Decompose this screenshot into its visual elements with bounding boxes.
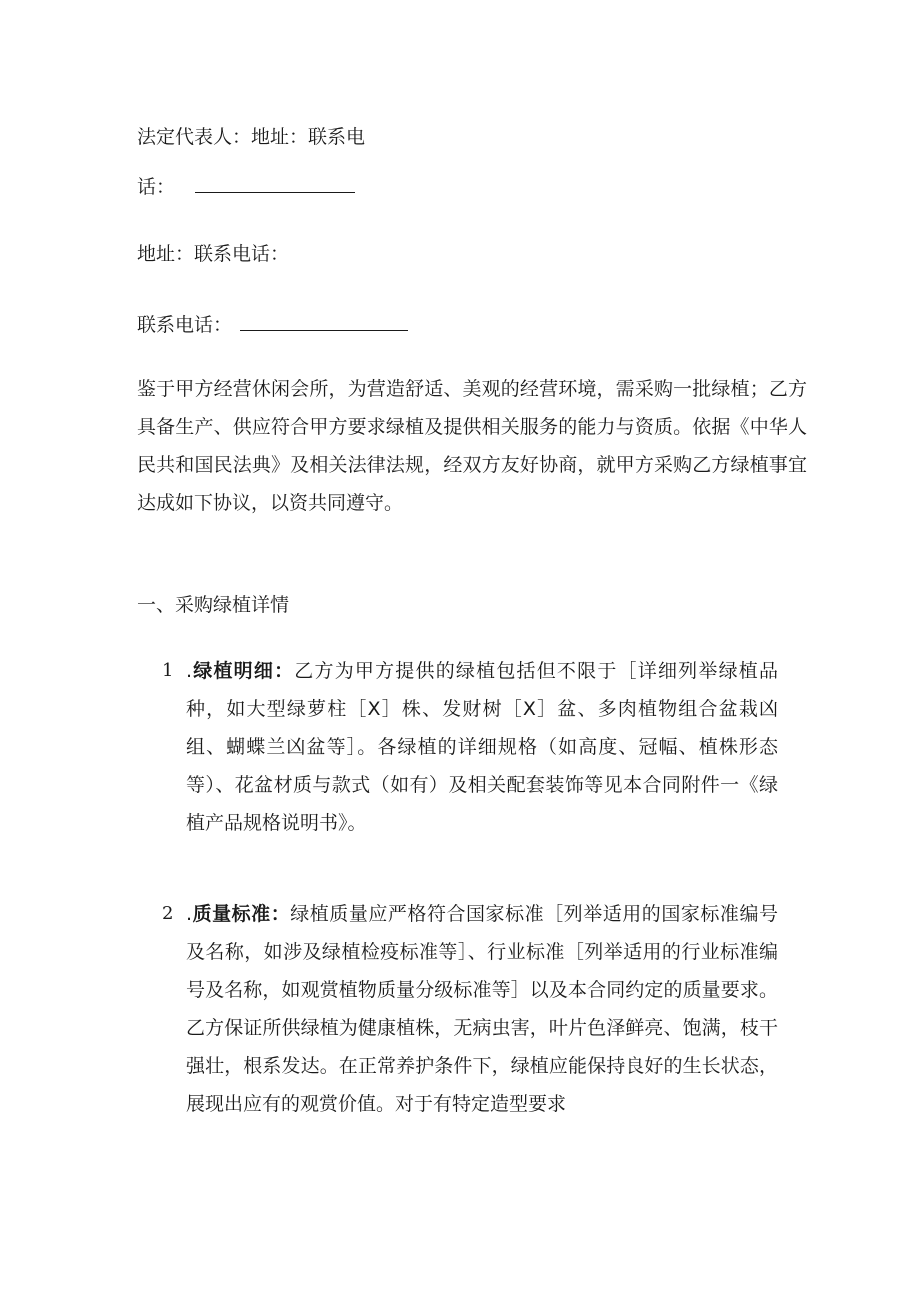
item-2-dot: . (186, 903, 193, 925)
contact-phone-line (137, 312, 408, 337)
item-2-body (186, 895, 778, 1123)
item-1-dot: . (186, 660, 193, 682)
item-2-term: 质量标准： (192, 903, 291, 925)
item-2-number: 2 (162, 903, 174, 924)
phone-line (137, 174, 355, 199)
item-1-text: 乙方为甲方提供的绿植包括但不限于［详细列举绿植品种，如大型绿萝柱［X］株、发财树［X］盆、多肉植物组合盆栽凶组、蝴蝶兰凶盆等］。各绿植的详细规格（如高度、冠幅、植株形态等）、花盆材质与款式（如有）及相关配套装饰等见本合同附件一《绿植产品规格说明书》。 (186, 660, 778, 834)
phone-label: 话： (137, 176, 176, 198)
legal-rep-label: 法定代表人：地址：联系电 (137, 126, 366, 148)
preamble-paragraph: 鉴于甲方经营休闲会所，为营造舒适、美观的经营环境，需采购一批绿植；乙方具备生产、供应符合甲方要求绿植及提供相关服务的能力与资质。依据《中华人民共和国民法典》及相关法律法规，经双方友好协商，就甲方采购乙方绿植事宜达成如下协议，以资共同遵守。 (137, 378, 807, 514)
legal-rep-address-line (137, 125, 365, 149)
phone-blank[interactable] (195, 174, 355, 193)
item-1-number: 1 (162, 660, 174, 681)
contact-phone-blank[interactable] (240, 312, 408, 331)
address-phone-line (137, 242, 289, 266)
address-phone-label: 地址：联系电话： (137, 243, 290, 265)
item-2-text: 绿植质量应严格符合国家标准［列举适用的国家标准编号及名称，如涉及绿植检疫标准等］、行业标准［列举适用的行业标准编号及名称，如观赏植物质量分级标准等］以及本合同约定的质量要求。乙方保证所供绿植为健康植株，无病虫害，叶片色泽鲜亮、饱满，枝干强壮，根系发达。在正常养护条件下，绿植应能保持良好的生长状态，展现出应有的观赏价值。对于有特定造型要求 (186, 903, 778, 1115)
item-1-term: 绿植明细： (192, 660, 295, 682)
contact-phone-label: 联系电话： (137, 314, 233, 336)
section-1-title: 一、采购绿植详情 (137, 594, 290, 616)
item-1-body (186, 652, 778, 842)
